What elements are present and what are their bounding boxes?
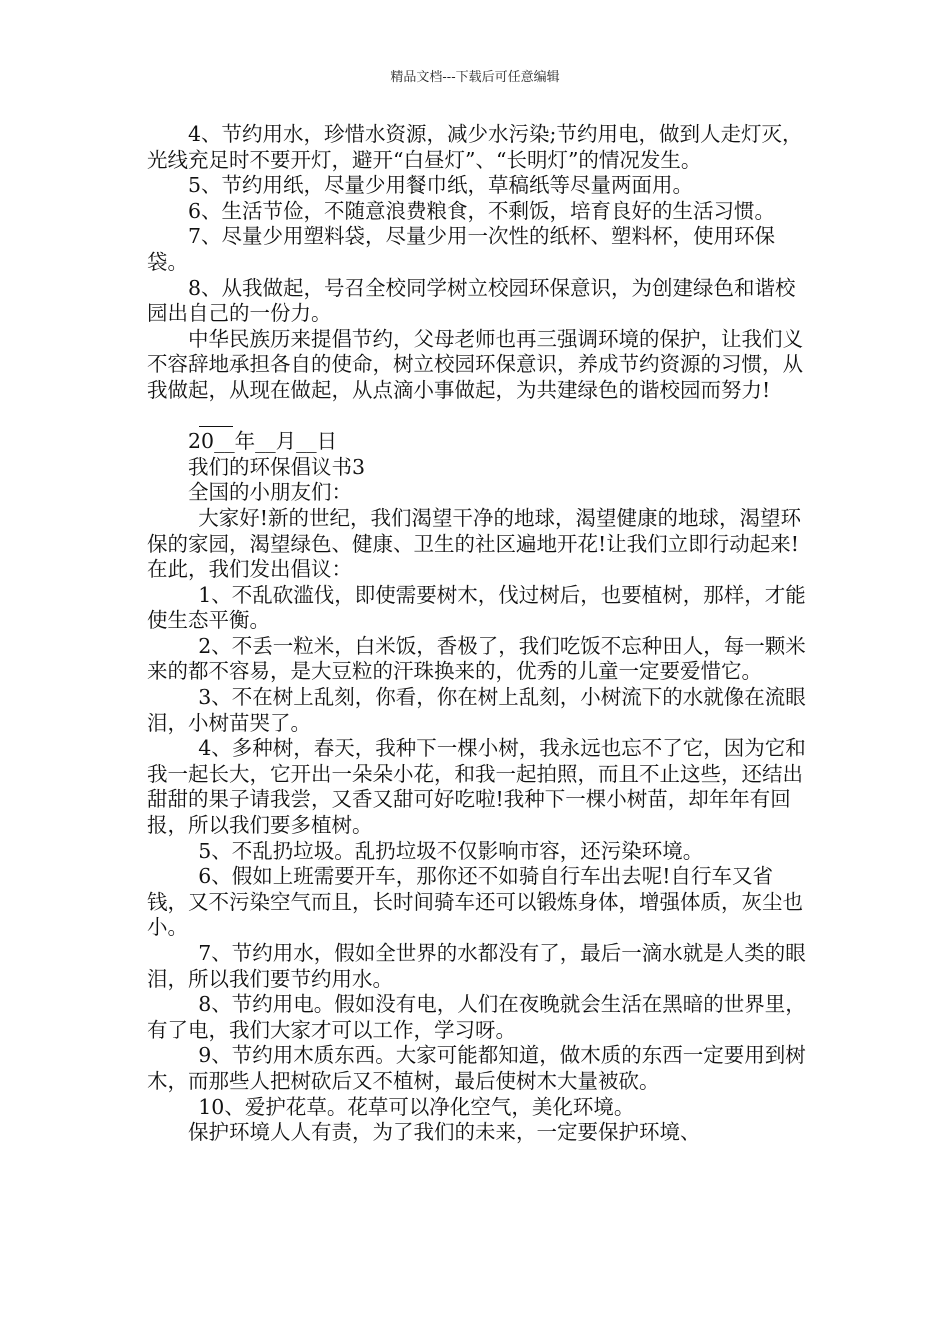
proposal-item-5: 5、不乱扔垃圾。乱扔垃圾不仅影响市容，还污染环境。 <box>198 838 704 863</box>
proposal-item-7: 7、节约用水，假如全世界的水都没有了，最后一滴水就是人类的眼泪，所以我们要节约用水。 <box>147 941 806 991</box>
paragraph-item-6: 6、生活节俭，不随意浪费粮食，不剩饭，培育良好的生活习惯。 <box>188 198 776 223</box>
signature-blank-line <box>147 404 811 430</box>
greeting: 全国的小朋友们： <box>188 480 352 505</box>
paragraph-item-7: 7、尽量少用塑料袋，尽量少用一次性的纸杯、塑料杯，使用环保袋。 <box>147 224 776 274</box>
proposal-item-9: 9、节约用木质东西。大家可能都知道，做木质的东西一定要用到树木，而那些人把树砍后又不植树，最后使树木大量被砍。 <box>147 1043 806 1093</box>
proposal-item-6: 6、假如上班需要开车，那你还不如骑自行车出去呢!自行车又省钱，又不污染空气而且，长时间骑车还可以锻炼身体，增强体质，灰尘也小。 <box>147 864 803 940</box>
date-line: 20__年__月__日 <box>188 429 338 454</box>
proposal-item-2: 2、不丢一粒米，白米饭，香极了，我们吃饭不忘种田人，每一颗米来的都不容易，是大豆粒的汗珠换来的，优秀的儿童一定要爱惜它。 <box>147 633 806 684</box>
proposal-item-3: 3、不在树上乱刻，你看，你在树上乱刻，小树流下的水就像在流眼泪，小树苗哭了。 <box>147 685 806 735</box>
page-header: 精品文档---下载后可任意编辑 <box>390 70 560 85</box>
proposal-item-8: 8、节约用电。假如没有电，人们在夜晚就会生活在黑暗的世界里，有了电，我们大家才可以工作，学习呀。 <box>147 992 806 1042</box>
closing-line: 保护环境人人有责，为了我们的未来，一定要保护环境、 <box>188 1120 701 1145</box>
section-title: 我们的环保倡议书3 <box>188 454 366 479</box>
paragraph-item-5: 5、节约用纸，尽量少用餐巾纸，草稿纸等尽量两面用。 <box>188 173 694 198</box>
proposal-item-1: 1、不乱砍滥伐，即使需要树木，伐过树后，也要植树，那样，才能使生态平衡。 <box>147 582 806 633</box>
paragraph-conclusion: 中华民族历来提倡节约，父母老师也再三强调环境的保护，让我们义不容辞地承担各自的使命，树立校园环保意识，养成节约资源的习惯，从我做起，从现在做起，从点滴小事做起，为共建绿色的谐校园而努力! <box>147 326 803 402</box>
proposal-item-4: 4、多种树，春天，我种下一棵小树，我永远也忘不了它，因为它和我一起长大，它开出一朵朵小花，和我一起拍照，而且不止这些，还结出甜甜的果子请我尝，又香又甜可好吃啦!我种下一棵小树苗，却年年有回报，所以我们要多植树。 <box>147 736 806 838</box>
paragraph-item-8: 8、从我做起，号召全校同学树立校园环保意识，为创建绿色和谐校园出自己的一份力。 <box>147 275 796 326</box>
document-body <box>147 122 811 1146</box>
proposal-item-10: 10、爱护花草。花草可以净化空气，美化环境。 <box>198 1094 635 1119</box>
intro-paragraph: 大家好!新的世纪，我们渴望干净的地球，渴望健康的地球，渴望环保的家园，渴望绿色、健康、卫生的社区遍地开花!让我们立即行动起来!在此，我们发出倡议： <box>147 505 801 582</box>
paragraph-item-4: 4、节约用水，珍惜水资源，减少水污染;节约用电，做到人走灯灭，光线充足时不要开灯，避开“白昼灯”、“长明灯”的情况发生。 <box>147 122 803 172</box>
